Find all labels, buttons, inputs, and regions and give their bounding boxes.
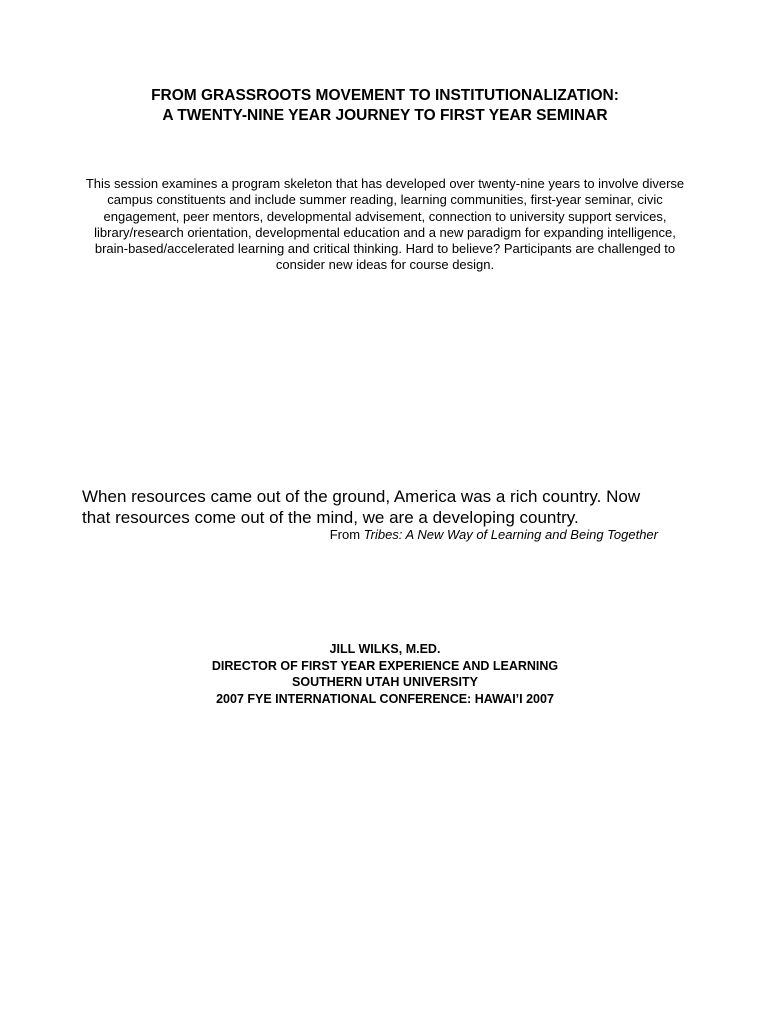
title-line-1: FROM GRASSROOTS MOVEMENT TO INSTITUTIONALIZATION: bbox=[151, 87, 619, 104]
epigraph-quote bbox=[82, 486, 702, 528]
conference-name: 2007 FYE INTERNATIONAL CONFERENCE: HAWAI’I 2007 bbox=[216, 691, 554, 706]
quote-line-2: that resources come out of the mind, we are a developing country. bbox=[82, 508, 579, 527]
author-block bbox=[110, 641, 660, 707]
quote-source-title: Tribes: A New Way of Learning and Being Together bbox=[363, 527, 658, 542]
session-abstract: This session examines a program skeleton that has developed over twenty-nine years to involve diverse campus constituents and include summer reading, learning communities, first-year seminar, civic engagement, peer mentors, developmental advisement, connection to university support services, library/research orientation, developmental education and a new paradigm for expanding intelligence, brain-based/accelerated learning and critical thinking. Hard to believe? Participants are challenged to consider new ideas for course design. bbox=[85, 176, 685, 273]
document-title bbox=[60, 86, 710, 126]
author-institution: SOUTHERN UTAH UNIVERSITY bbox=[292, 675, 478, 689]
quote-line-1: When resources came out of the ground, America was a rich country. Now bbox=[82, 487, 641, 506]
author-name: JILL WILKS, M.ED. bbox=[329, 642, 441, 656]
title-line-2: A TWENTY-NINE YEAR JOURNEY TO FIRST YEAR SEMINAR bbox=[162, 107, 608, 124]
quote-source bbox=[82, 527, 658, 543]
quote-source-prefix: From bbox=[329, 527, 364, 542]
author-position: DIRECTOR OF FIRST YEAR EXPERIENCE AND LEARNING bbox=[211, 658, 559, 673]
